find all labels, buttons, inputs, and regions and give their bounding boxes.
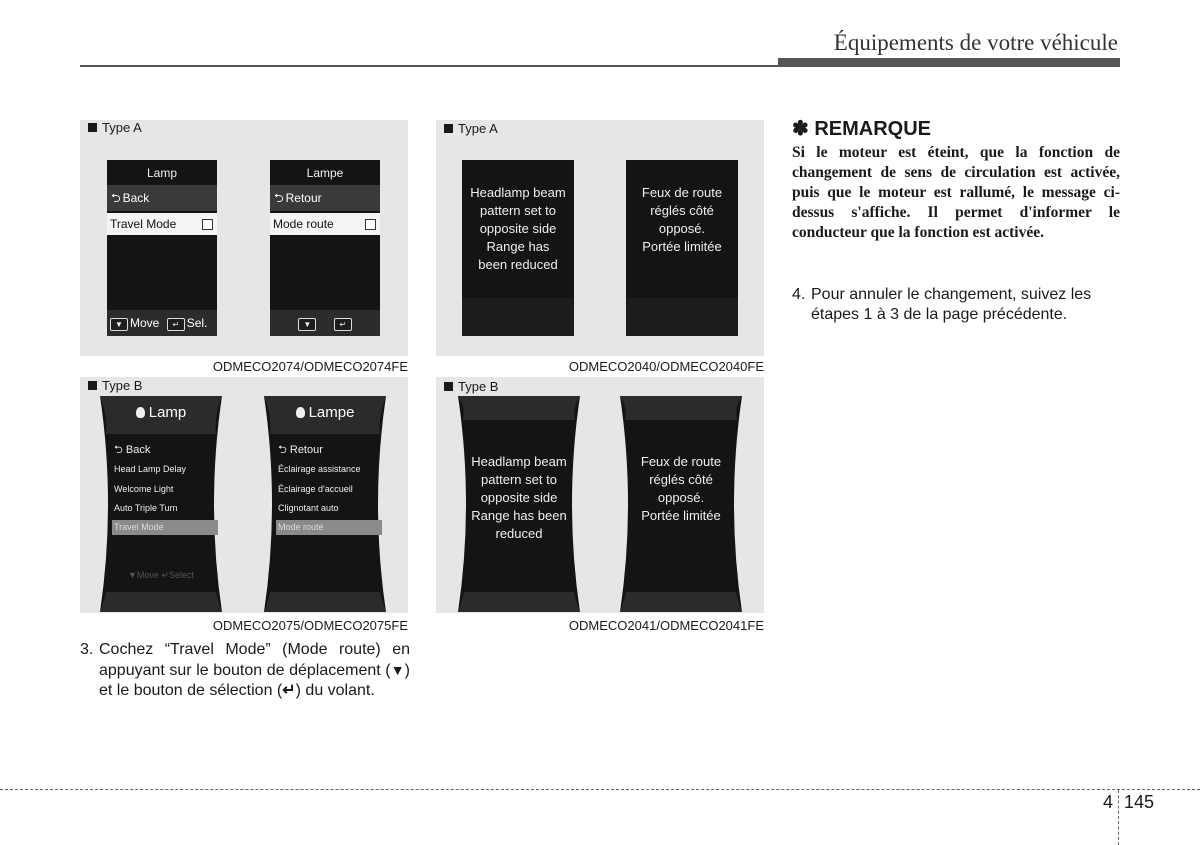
footer-dashed-divider: [1118, 790, 1119, 845]
message-line: opposite side: [479, 221, 557, 236]
cluster-footer: [626, 298, 738, 336]
message-text: [626, 184, 738, 256]
footer-sel-label: Sel.: [186, 316, 208, 330]
menu-back-row: [278, 441, 323, 460]
type-label-text: Type A: [102, 120, 142, 135]
cluster-message-screen-fr: [616, 396, 746, 612]
back-arrow-icon: ⮌: [274, 191, 284, 205]
back-arrow-icon: ⮌: [111, 191, 121, 205]
lcd-message-screen-en: [462, 160, 574, 336]
menu-item: Auto Triple Turn: [114, 503, 178, 513]
lamp-bulb-icon: [136, 407, 145, 418]
step-text: Pour annuler le changement, suivez les étapes 1 à 3 de la page précédente.: [811, 286, 1092, 323]
message-line: Range has been: [471, 508, 567, 523]
menu-back-label: Retour: [285, 191, 322, 205]
remarque-text: Si le moteur est éteint, que la fonction de changement de sens de circulation est activée, puis que le moteur est rallumé, le message ci-dessus s'affiche. Il permet d'informer le conducteur que la fonction est activée.: [792, 144, 1120, 241]
message-text: [616, 453, 746, 525]
instruction-step-3: [80, 640, 410, 701]
type-label: [444, 379, 498, 394]
message-line: Portée limitée: [642, 239, 722, 254]
page-header-title: Équipements de votre véhicule: [833, 30, 1118, 55]
instruction-step-4: [792, 285, 1122, 325]
message-line: Feux de route: [641, 185, 723, 200]
message-line: Headlamp beam: [470, 185, 566, 200]
menu-back-row: [270, 185, 380, 211]
type-label: [444, 121, 498, 136]
menu-title: [260, 404, 390, 421]
lcd-menu-screen-fr: [270, 160, 380, 336]
asterisk-icon: ✽: [792, 118, 809, 140]
menu-item-label: Travel Mode: [110, 217, 177, 231]
message-line: réglés côté: [650, 203, 714, 218]
message-line: opposé.: [657, 490, 705, 505]
message-line: pattern set to: [481, 472, 557, 487]
menu-item-label: Mode route: [273, 217, 334, 231]
chapter-number: 4: [1103, 792, 1114, 812]
menu-title-text: Lamp: [148, 404, 187, 421]
bullet-square-icon: [88, 381, 97, 390]
step-text-part: Cochez “Travel Mode” (Mode route) en appuyant sur le bouton de déplacement (: [99, 641, 410, 679]
bullet-square-icon: [88, 123, 97, 132]
type-label-text: Type A: [458, 121, 498, 136]
type-label-text: Type B: [458, 379, 499, 394]
figure-caption: ODMECO2040/ODMECO2040FE: [568, 359, 764, 374]
enter-arrow-icon: ↵: [282, 682, 296, 699]
figure-caption: ODMECO2041/ODMECO2041FE: [568, 618, 764, 633]
message-line: reduced: [495, 526, 543, 541]
header-rule-thin: [80, 65, 1120, 67]
footer-move-label: Move: [130, 316, 160, 330]
message-line: Portée limitée: [641, 508, 721, 523]
message-line: opposé.: [658, 221, 706, 236]
message-line: pattern set to: [480, 203, 556, 218]
lcd-message-screen-fr: [626, 160, 738, 336]
message-text: [454, 453, 584, 543]
enter-button-icon: ↵: [334, 318, 352, 331]
message-line: réglés côté: [649, 472, 713, 487]
message-line: been reduced: [478, 257, 558, 272]
lamp-bulb-icon: [296, 407, 305, 418]
cluster-menu-screen-fr: [260, 396, 390, 612]
step-text-part: ) et le bouton de sélection (: [99, 662, 410, 699]
message-text: [462, 184, 574, 274]
enter-button-icon: ↵: [167, 318, 185, 331]
menu-back-label: Back: [125, 444, 151, 456]
menu-footer: [107, 310, 217, 336]
menu-item-selected: Travel Mode: [112, 520, 218, 535]
message-line: Feux de route: [640, 454, 722, 469]
menu-title-text: Lampe: [308, 404, 355, 421]
down-arrow-icon: ▼: [390, 662, 405, 678]
down-button-icon: ▼: [110, 318, 128, 331]
message-line: Headlamp beam: [471, 454, 567, 469]
menu-item: Welcome Light: [114, 484, 174, 494]
menu-item-selected: Mode route: [276, 520, 382, 535]
remarque-title: REMARQUE: [814, 118, 931, 140]
down-button-icon: ▼: [298, 318, 316, 331]
back-arrow-icon: ⮌: [278, 444, 290, 456]
cluster-menu-screen-en: [96, 396, 226, 612]
menu-title: Lamp: [146, 166, 178, 180]
menu-back-label: Retour: [289, 444, 323, 456]
menu-item: Clignotant auto: [278, 503, 339, 513]
cluster-footer: [462, 298, 574, 336]
menu-title: Lampe: [306, 166, 344, 180]
type-label: [88, 378, 142, 393]
menu-item: Éclairage assistance: [278, 464, 361, 474]
menu-footer: [270, 310, 380, 336]
type-label-text: Type B: [102, 378, 143, 393]
step-text: [99, 640, 410, 701]
menu-item-mode-route: [270, 213, 380, 235]
lcd-menu-screen-en: [107, 160, 217, 336]
menu-back-label: Back: [122, 191, 150, 205]
menu-item-travel-mode: [107, 213, 217, 235]
menu-footer-hint: ▼Move ↵Select: [128, 570, 194, 580]
menu-item: Head Lamp Delay: [114, 464, 187, 474]
cluster-message-screen-en: [454, 396, 584, 612]
bullet-square-icon: [444, 382, 453, 391]
menu-item: Éclairage d'accueil: [278, 484, 353, 494]
page-number: 145: [1124, 792, 1155, 812]
step-number: 4.: [792, 286, 806, 303]
step-text-part: ) du volant.: [295, 682, 375, 699]
checkbox-icon: [202, 219, 213, 230]
menu-back-row: [114, 441, 150, 460]
bullet-square-icon: [444, 124, 453, 133]
figure-caption: ODMECO2074/ODMECO2074FE: [212, 359, 408, 374]
figure-caption: ODMECO2075/ODMECO2075FE: [212, 618, 408, 633]
message-line: opposite side: [480, 490, 558, 505]
remarque-heading: [792, 116, 931, 141]
menu-title: [96, 404, 226, 421]
menu-back-row: [107, 185, 217, 211]
checkbox-icon: [365, 219, 376, 230]
message-line: Range has: [486, 239, 550, 254]
type-label: [88, 120, 142, 135]
footer-dashed-rule: [0, 789, 1200, 790]
step-number: 3.: [80, 641, 94, 658]
back-arrow-icon: ⮌: [114, 444, 126, 456]
